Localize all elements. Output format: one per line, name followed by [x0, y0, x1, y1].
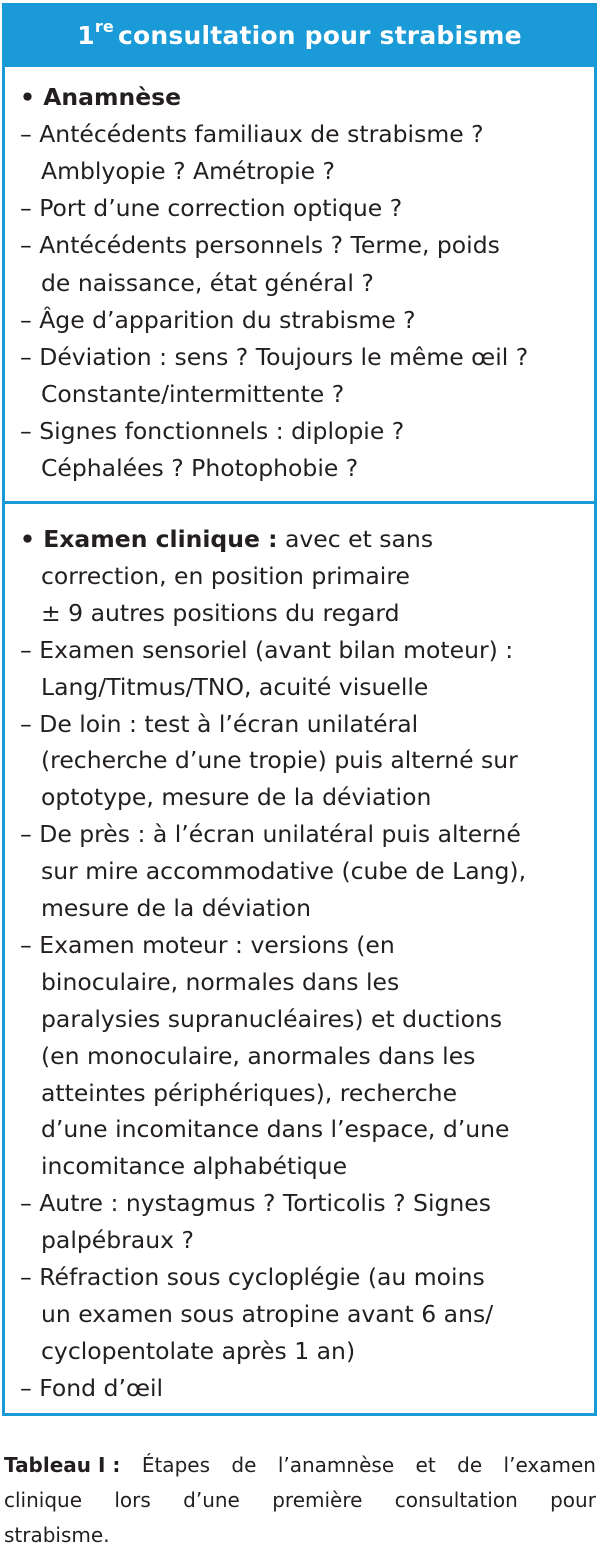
anamnese-line: – Déviation : sens ? Toujours le même œil ? [20, 342, 529, 371]
examen-line: (en monoculaire, anormales dans les [41, 1041, 476, 1070]
examen-line: optotype, mesure de la déviation [41, 783, 432, 812]
examen-line: – Autre : nystagmus ? Torticolis ? Signes [20, 1189, 491, 1218]
examen-line: – Fond d’œil [20, 1373, 164, 1402]
examen-line: correction, en position primaire [41, 561, 410, 590]
examen-line: binoculaire, normales dans les [41, 967, 400, 996]
caption-word: d’une [183, 1488, 240, 1512]
caption-word: pour [550, 1488, 596, 1512]
examen-line: d’une incomitance dans l’espace, d’une [41, 1115, 510, 1144]
section-divider [5, 501, 594, 504]
caption-line-2 [4, 1483, 596, 1518]
anamnese-line: Céphalées ? Photophobie ? [41, 454, 359, 482]
examen-line: – De loin : test à l’écran unilatéral [20, 709, 419, 738]
caption-word: l’examen [503, 1453, 596, 1477]
examen-heading-bold: • Examen clinique : [20, 525, 278, 553]
table-header [5, 6, 594, 64]
examen-line: – Examen moteur : versions (en [20, 930, 395, 959]
anamnese-line: – Port d’une correction optique ? [20, 194, 403, 223]
examen-line: sur mire accommodative (cube de Lang), [41, 857, 527, 886]
summary-table [2, 3, 597, 1416]
caption-word: et [415, 1453, 436, 1477]
caption-line-1 [4, 1448, 596, 1483]
table-caption [4, 1448, 596, 1553]
anamnese-line: – Antécédents familiaux de strabisme ? [20, 120, 484, 149]
examen-line: atteintes périphériques), recherche [41, 1078, 458, 1107]
anamnese-section [5, 67, 594, 501]
caption-word: l’anamnèse [277, 1453, 395, 1477]
examen-line: incomitance alphabétique [41, 1152, 348, 1181]
examen-line: mesure de la déviation [41, 894, 312, 922]
anamnese-line: – Signes fonctionnels : diplopie ? [20, 416, 405, 445]
anamnese-heading: • Anamnèse [20, 83, 182, 111]
examen-heading [20, 525, 434, 553]
examen-line: paralysies supranucléaires) et ductions [41, 1004, 503, 1033]
examen-heading-rest: avec et sans [277, 525, 434, 553]
anamnese-line: – Antécédents personnels ? Terme, poids [20, 231, 500, 260]
examen-line: cyclopentolate après 1 an) [41, 1336, 356, 1365]
caption-word: clinique [4, 1488, 83, 1512]
examen-line: un examen sous atropine avant 6 ans/ [41, 1299, 494, 1328]
caption-word: première [272, 1488, 363, 1512]
header-title-superscript: re [94, 16, 114, 36]
caption-word: consultation [394, 1488, 518, 1512]
caption-word: lors [114, 1488, 151, 1512]
caption-word: de [457, 1453, 483, 1477]
examen-line: (recherche d’une tropie) puis alterné sur [41, 746, 518, 775]
examen-line: ± 9 autres positions du regard [41, 598, 400, 627]
examen-line: – Réfraction sous cycloplégie (au moins [20, 1263, 485, 1291]
caption-word: Étapes [141, 1453, 210, 1477]
header-title-prefix: 1 [77, 20, 95, 50]
header-title-rest: consultation pour strabisme [118, 20, 522, 50]
anamnese-line: Constante/intermittente ? [41, 379, 345, 408]
anamnese-line: de naissance, état général ? [41, 268, 374, 297]
examen-line: – Examen sensoriel (avant bilan moteur) : [20, 635, 514, 664]
anamnese-line: – Âge d’apparition du strabisme ? [20, 305, 416, 334]
examen-line: palpébraux ? [41, 1226, 194, 1255]
examen-line: Lang/Titmus/TNO, acuité visuelle [41, 672, 429, 701]
caption-label: Tableau I : [4, 1453, 121, 1477]
anamnese-line: Amblyopie ? Amétropie ? [41, 157, 336, 186]
caption-text: strabisme. [4, 1523, 110, 1547]
caption-word: de [231, 1453, 257, 1477]
examen-line: – De près : à l’écran unilatéral puis alterné [20, 820, 521, 849]
